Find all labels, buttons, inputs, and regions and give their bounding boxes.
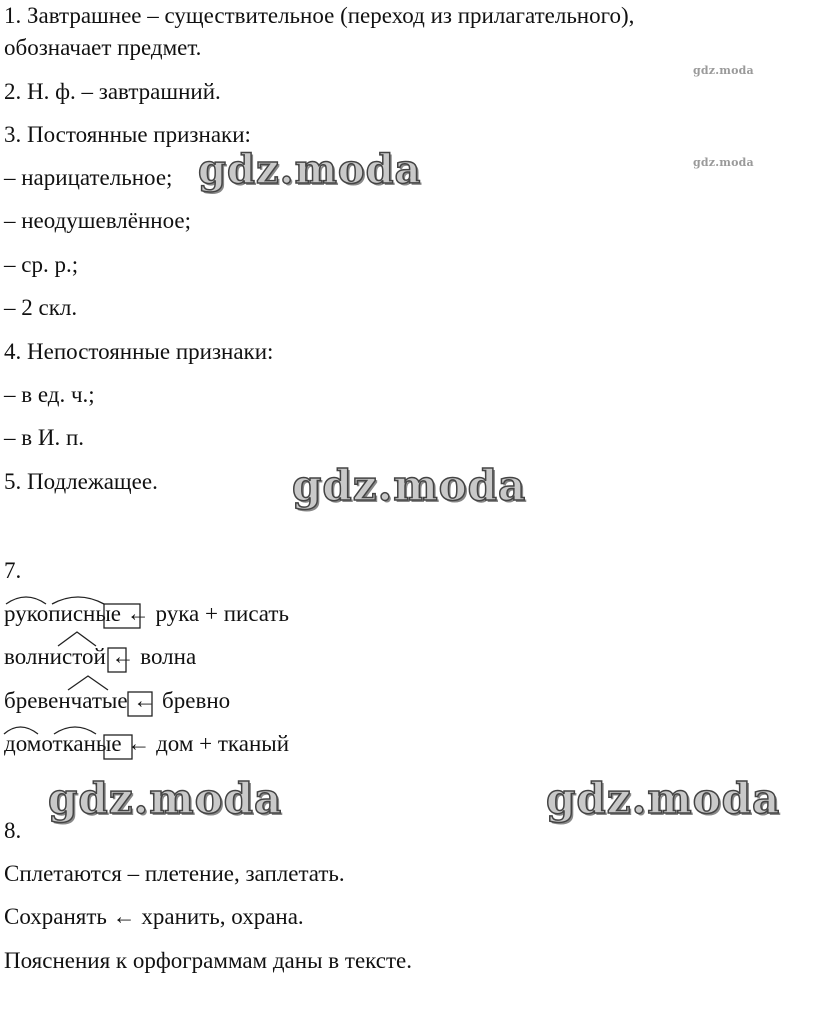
watermark-small-2: gdz.moda	[693, 156, 754, 169]
spelling-line-3: Пояснения к орфограммам даны в тексте.	[4, 948, 412, 973]
ending-box-4	[104, 735, 132, 759]
root-arc-2	[52, 597, 104, 604]
text-line-11: – в И. п.	[4, 425, 85, 450]
watermark-large-2: gdz.moda	[292, 461, 527, 510]
ending-box-1	[104, 604, 140, 628]
root-arc-1	[6, 597, 46, 604]
text-line-3: 2. Н. ф. – завтрашний.	[4, 79, 221, 104]
root-arc-3	[4, 727, 38, 734]
suffix-mark-1	[58, 632, 96, 646]
section-7-number: 7.	[4, 558, 22, 583]
text-line-9: 4. Непостоянные признаки:	[4, 339, 274, 364]
text-line-10: – в ед. ч.;	[4, 382, 95, 407]
root-arc-4	[54, 727, 96, 734]
ending-box-3	[128, 692, 152, 716]
watermark-large-3: gdz.moda	[48, 774, 283, 823]
watermark-large-4: gdz.moda	[546, 774, 781, 823]
word-analysis-line-4: домотканые ← дом + тканый	[4, 731, 290, 756]
spelling-line-2: Сохранять ← хранить, охрана.	[4, 904, 304, 929]
ending-box-2	[108, 648, 126, 672]
word-analysis-line-2: волнистой ← волна	[4, 644, 197, 669]
text-line-12: 5. Подлежащее.	[4, 469, 158, 494]
text-line-1: 1. Завтрашнее – существительное (переход из прилагательного),	[4, 3, 635, 28]
word-analysis-line-3: бревенчатые ← бревно	[4, 688, 231, 713]
text-line-5: – нарицательное;	[4, 165, 173, 190]
text-line-8: – 2 скл.	[4, 295, 78, 320]
spelling-line-1: Сплетаются – плетение, заплетать.	[4, 861, 345, 886]
watermark-large-1: gdz.moda	[198, 146, 422, 193]
word-analysis-line-1: рукописные ← рука + писать	[4, 601, 289, 626]
text-line-2: обозначает предмет.	[4, 35, 202, 60]
section-8-number: 8.	[4, 818, 22, 843]
text-line-7: – ср. р.;	[4, 252, 79, 277]
text-line-4: 3. Постоянные признаки:	[4, 122, 251, 147]
text-line-6: – неодушевлённое;	[4, 208, 191, 233]
watermark-small-1: gdz.moda	[693, 64, 754, 77]
suffix-mark-2	[68, 676, 108, 690]
